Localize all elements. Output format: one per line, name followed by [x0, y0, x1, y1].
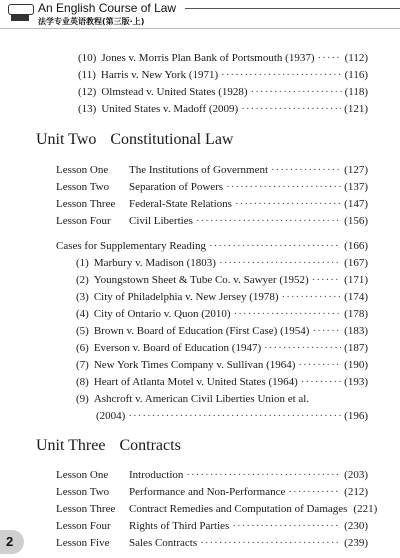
book-subtitle: 法学专业英语教程(第三版·上) [38, 17, 145, 26]
leader-dots [251, 86, 342, 98]
toc-case-13[interactable] [78, 103, 368, 118]
case-number: (6) [76, 342, 89, 354]
page-ref: (166) [344, 240, 368, 252]
lesson-label: Lesson Two [56, 181, 110, 193]
leader-dots [219, 257, 341, 269]
header-divider [0, 28, 400, 29]
lesson-label: Lesson Four [56, 520, 111, 532]
page-ref: (203) [344, 469, 368, 481]
case-title: New York Times Company v. Sullivan (1964) [93, 359, 296, 371]
page-ref: (156) [344, 215, 368, 227]
toc-lesson[interactable] [56, 503, 378, 518]
lesson-title: Contract Remedies and Computation of Damages [129, 503, 348, 515]
toc-case-4[interactable] [76, 308, 368, 323]
toc-case-7[interactable] [76, 359, 368, 374]
leader-dots [241, 103, 341, 115]
toc-case-10[interactable] [78, 52, 368, 67]
unit-prefix: Unit Three [36, 437, 106, 454]
running-header [0, 0, 400, 34]
case-title: City of Philadelphia v. New Jersey (1978) [93, 291, 279, 303]
leader-dots [312, 274, 342, 286]
toc-lesson[interactable] [56, 164, 368, 179]
lesson-title: Sales Contracts [129, 537, 198, 549]
unit-three-heading [36, 437, 181, 455]
case-number: (8) [76, 376, 89, 388]
page-ref: (118) [344, 86, 368, 98]
case-number: (5) [76, 325, 89, 337]
lesson-title: Civil Liberties [129, 215, 193, 227]
toc-case-6[interactable] [76, 342, 368, 357]
toc-case-9-continued[interactable] [96, 410, 368, 425]
toc-case-1[interactable] [76, 257, 368, 272]
page-ref: (178) [344, 308, 368, 320]
case-title: City of Ontario v. Quon (2010) [93, 308, 231, 320]
page-ref: (193) [344, 376, 368, 388]
case-number: (9) [76, 393, 89, 405]
leader-dots [282, 291, 342, 303]
lesson-label: Lesson One [56, 164, 109, 176]
lesson-title: Introduction [129, 469, 184, 481]
lesson-label: Lesson Four [56, 215, 111, 227]
page-ref: (212) [344, 486, 368, 498]
leader-dots [200, 537, 341, 549]
leader-dots [232, 520, 341, 532]
case-number: (12) [78, 86, 97, 98]
leader-dots [221, 69, 341, 81]
leader-dots [298, 359, 341, 371]
unit-two-heading [36, 131, 233, 149]
toc-case-8[interactable] [76, 376, 368, 391]
lesson-title: Performance and Non-Performance [129, 486, 286, 498]
page-ref: (174) [344, 291, 368, 303]
page-ref: (183) [344, 325, 368, 337]
toc-case-9[interactable] [76, 393, 368, 408]
case-number: (13) [78, 103, 97, 115]
case-number: (2) [76, 274, 89, 286]
case-title: Harris v. New York (1971) [100, 69, 219, 81]
lesson-title: Rights of Third Parties [129, 520, 230, 532]
page-ref: (196) [344, 410, 368, 422]
case-title: Youngstown Sheet & Tube Co. v. Sawyer (1952) [93, 274, 309, 286]
lesson-label: Lesson Three [56, 503, 116, 515]
page-ref: (121) [344, 103, 368, 115]
case-number: (7) [76, 359, 89, 371]
leader-dots [312, 325, 341, 337]
case-number: (11) [78, 69, 96, 81]
page-ref: (187) [344, 342, 368, 354]
page-ref: (127) [344, 164, 368, 176]
book-title: An English Course of Law [38, 1, 177, 15]
lesson-label: Lesson Three [56, 198, 116, 210]
case-number: (3) [76, 291, 89, 303]
publisher-logo-icon [8, 4, 34, 24]
leader-dots [288, 486, 341, 498]
case-title: Olmstead v. United States (1928) [101, 86, 248, 98]
case-title: Marbury v. Madison (1803) [93, 257, 216, 269]
case-title: Ashcroft v. American Civil Liberties Union et al. [93, 393, 310, 405]
lesson-title: The Institutions of Government [129, 164, 269, 176]
case-title: Brown v. Board of Education (First Case) (1954) [93, 325, 310, 337]
leader-dots [234, 308, 342, 320]
leader-dots [271, 164, 341, 176]
lesson-label: Lesson One [56, 469, 109, 481]
page-number: 2 [6, 534, 14, 549]
cases-heading-title: Cases for Supplementary Reading [56, 240, 206, 252]
toc-case-2[interactable] [76, 274, 368, 289]
leader-dots [196, 215, 341, 227]
toc-lesson[interactable] [56, 198, 368, 213]
page-ref: (190) [344, 359, 368, 371]
toc-cases-heading[interactable] [56, 240, 368, 255]
toc-lesson[interactable] [56, 520, 368, 535]
lesson-title: Separation of Powers [129, 181, 224, 193]
toc-lesson[interactable] [56, 486, 368, 501]
toc-lesson[interactable] [56, 181, 368, 196]
page-ref: (167) [344, 257, 368, 269]
lesson-label: Lesson Five [56, 537, 110, 549]
toc-case-11[interactable] [78, 69, 368, 84]
leader-dots [301, 376, 341, 388]
leader-dots [128, 410, 341, 422]
lesson-label: Lesson Two [56, 486, 110, 498]
case-number: (10) [78, 52, 97, 64]
toc-case-12[interactable] [78, 86, 368, 101]
toc-case-5[interactable] [76, 325, 368, 340]
case-title: Everson v. Board of Education (1947) [93, 342, 262, 354]
case-title-continued: (2004) [96, 410, 126, 422]
unit-name: Contracts [119, 437, 181, 454]
page-ref: (147) [344, 198, 368, 210]
leader-dots [209, 240, 341, 252]
case-number: (1) [76, 257, 89, 269]
leader-dots [235, 198, 341, 210]
page-ref: (221) [353, 503, 378, 515]
toc-lesson[interactable] [56, 215, 368, 230]
toc-lesson[interactable] [56, 469, 368, 484]
page-number-badge [0, 530, 26, 554]
page-ref: (230) [344, 520, 368, 532]
lesson-title: Federal-State Relations [129, 198, 232, 210]
leader-dots [264, 342, 341, 354]
toc-case-3[interactable] [76, 291, 368, 306]
toc-lesson[interactable] [56, 537, 368, 552]
leader-dots [318, 52, 342, 64]
page-ref: (112) [344, 52, 368, 64]
page-ref: (171) [344, 274, 368, 286]
case-title: Heart of Atlanta Motel v. United States (1964) [93, 376, 298, 388]
header-rule [185, 8, 400, 9]
case-title: United States v. Madoff (2009) [101, 103, 239, 115]
unit-prefix: Unit Two [36, 131, 97, 148]
leader-dots [226, 181, 341, 193]
page-ref: (137) [344, 181, 368, 193]
page-ref: (239) [344, 537, 368, 549]
leader-dots [186, 469, 341, 481]
case-number: (4) [76, 308, 89, 320]
unit-name: Constitutional Law [110, 131, 234, 148]
case-title: Jones v. Morris Plan Bank of Portsmouth (1937) [101, 52, 315, 64]
page-ref: (116) [344, 69, 368, 81]
